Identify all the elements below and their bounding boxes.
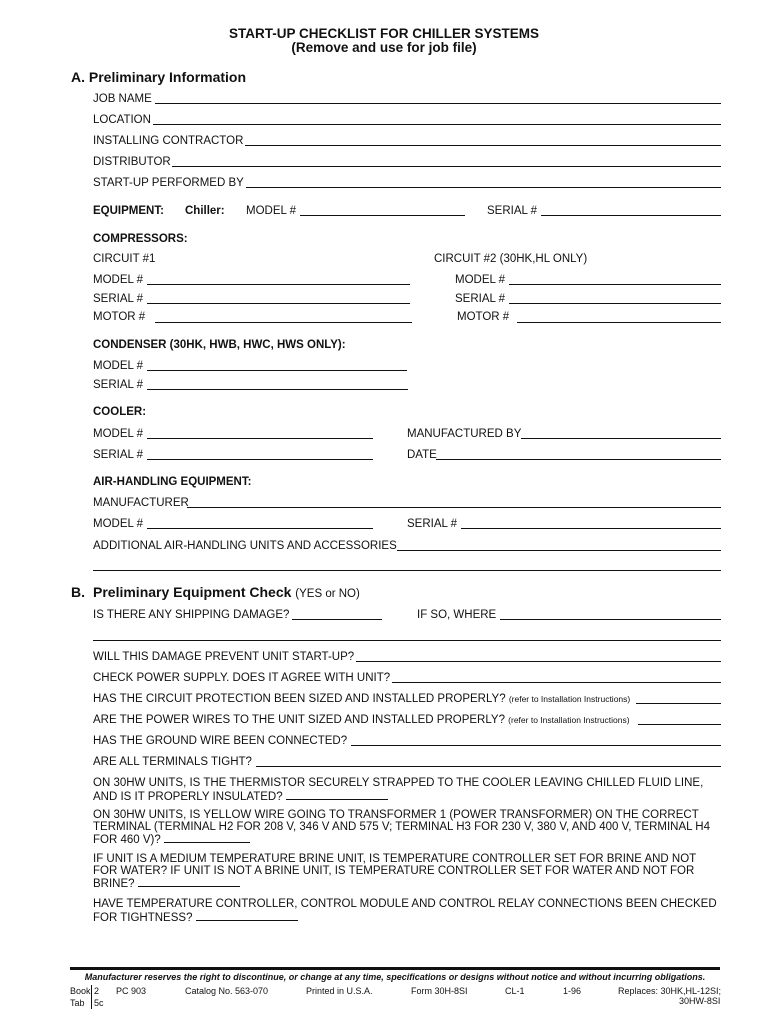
circuit2-label: CIRCUIT #2 (30HK,HL ONLY)	[434, 253, 588, 265]
condenser-model-label: MODEL #	[93, 360, 144, 372]
condenser-model-field[interactable]	[147, 370, 407, 371]
power-wires-field[interactable]	[638, 724, 721, 725]
footer-printed: Printed in U.S.A.	[306, 986, 373, 996]
condenser-serial-label: SERIAL #	[93, 379, 144, 391]
refer-note-1: (refer to Installation Instructions)	[508, 694, 631, 704]
cooler-manufactured-by-label: MANUFACTURED BY	[407, 428, 522, 440]
footer-replaces-2: 30HW-8SI	[679, 996, 721, 1006]
section-b-heading	[93, 584, 360, 602]
q-power-wires-text: ARE THE POWER WIRES TO THE UNIT SIZED AND INSTALLED PROPERLY?	[93, 714, 505, 726]
q-if-so-where: IF SO, WHERE	[417, 609, 497, 621]
chiller-model-label: MODEL #	[246, 205, 297, 217]
section-a-heading: A. Preliminary Information	[71, 69, 247, 85]
footer-form: Form 30H-8SI	[411, 986, 468, 996]
circuit1-serial-label: SERIAL #	[93, 293, 144, 305]
q-connections	[93, 899, 721, 924]
shipping-damage-field[interactable]	[292, 619, 382, 620]
ahu-serial-field[interactable]	[461, 528, 721, 529]
terminals-tight-field[interactable]	[256, 766, 721, 767]
footer-pc: PC 903	[116, 986, 147, 996]
circuit2-model-field[interactable]	[509, 284, 721, 285]
circuit1-motor-field[interactable]	[155, 322, 412, 323]
job-name-label: JOB NAME	[93, 93, 152, 105]
yellow-wire-field[interactable]	[164, 833, 250, 843]
if-so-where-field[interactable]	[500, 619, 721, 620]
ground-wire-field[interactable]	[351, 745, 721, 746]
q-thermistor	[93, 778, 721, 803]
q-brine-text: IF UNIT IS A MEDIUM TEMPERATURE BRINE UNIT, IS TEMPERATURE CONTROLLER SET FOR BRINE AND NOT FOR WATER? IF UNIT IS NOT A BRINE UNIT, IS TEMPERATURE CONTROLLER SET FOR WATER AND NOT FOR BRINE?	[93, 853, 696, 890]
section-b-heading-text: Preliminary Equipment Check	[93, 584, 292, 600]
location-label: LOCATION	[93, 114, 151, 126]
startup-performed-by-field[interactable]	[246, 187, 721, 188]
tab-value: 5c	[94, 998, 104, 1008]
cooler-serial-field[interactable]	[147, 459, 373, 460]
condenser-serial-field[interactable]	[147, 389, 408, 390]
brine-field[interactable]	[138, 877, 240, 887]
tab-label: Tab	[70, 998, 85, 1008]
if-so-where-field-2[interactable]	[93, 640, 721, 641]
page-title: START-UP CHECKLIST FOR CHILLER SYSTEMS	[228, 26, 539, 41]
book-label: Book	[70, 986, 91, 996]
circuit2-serial-label: SERIAL #	[455, 293, 506, 305]
cooler-date-field[interactable]	[436, 459, 721, 460]
refer-note-2: (refer to Installation Instructions)	[508, 715, 630, 725]
footer-page: CL-1	[505, 986, 525, 996]
cooler-date-label: DATE	[407, 449, 437, 461]
additional-units-field-2[interactable]	[93, 570, 721, 571]
job-name-field[interactable]	[155, 103, 721, 104]
circuit2-motor-field[interactable]	[517, 322, 721, 323]
q-yellow-wire-text: ON 30HW UNITS, IS YELLOW WIRE GOING TO TRANSFORMER 1 (POWER TRANSFORMER) ON THE CORRECT TERMINAL (TERMINAL H2 FOR 208 V, 346 V AND 575 V; TERMINAL H3 FOR 230 V, 380 V, AND 400 V, TERMINAL H4 FOR 460 V)?	[93, 809, 710, 846]
circuit2-serial-field[interactable]	[509, 303, 721, 304]
chiller-serial-label: SERIAL #	[487, 205, 538, 217]
installing-contractor-label: INSTALLING CONTRACTOR	[93, 135, 244, 147]
power-supply-field[interactable]	[392, 682, 721, 683]
book-value: 2	[94, 986, 100, 996]
cooler-model-label: MODEL #	[93, 428, 144, 440]
condenser-label: CONDENSER (30HK, HWB, HWC, HWS ONLY):	[93, 339, 346, 351]
q-connections-text: HAVE TEMPERATURE CONTROLLER, CONTROL MODULE AND CONTROL RELAY CONNECTIONS BEEN CHECKED FOR TIGHTNESS?	[93, 898, 717, 924]
cooler-manufactured-by-field[interactable]	[521, 438, 721, 439]
section-b-heading-note: (YES or NO)	[295, 588, 360, 600]
circuit-protection-field[interactable]	[636, 703, 721, 704]
distributor-label: DISTRIBUTOR	[93, 156, 171, 168]
circuit1-serial-field[interactable]	[147, 303, 410, 304]
additional-units-field[interactable]	[397, 550, 721, 551]
connections-field[interactable]	[196, 911, 298, 921]
q-prevent-startup: WILL THIS DAMAGE PREVENT UNIT START-UP?	[93, 651, 355, 663]
q-thermistor-text: ON 30HW UNITS, IS THE THERMISTOR SECURELY STRAPPED TO THE COOLER LEAVING CHILLED FLUID LINE, AND IS IT PROPERLY INSULATED?	[93, 777, 704, 803]
ahu-serial-label: SERIAL #	[407, 518, 458, 530]
q-ground-wire: HAS THE GROUND WIRE BEEN CONNECTED?	[93, 735, 348, 747]
q-yellow-wire	[93, 810, 721, 847]
chiller-model-field[interactable]	[300, 215, 465, 216]
distributor-field[interactable]	[172, 166, 721, 167]
additional-units-label: ADDITIONAL AIR-HANDLING UNITS AND ACCESSORIES	[93, 540, 397, 552]
circuit1-model-label: MODEL #	[93, 274, 144, 286]
ahu-model-field[interactable]	[147, 528, 373, 529]
compressors-label: COMPRESSORS:	[93, 233, 188, 245]
chiller-serial-field[interactable]	[541, 215, 721, 216]
footer-date: 1-96	[563, 986, 582, 996]
circuit1-model-field[interactable]	[147, 284, 410, 285]
circuit2-motor-label: MOTOR #	[457, 311, 510, 323]
q-brine	[93, 854, 721, 891]
startup-performed-by-label: START-UP PERFORMED BY	[93, 177, 244, 189]
thermistor-field[interactable]	[286, 790, 388, 800]
installing-contractor-field[interactable]	[245, 145, 721, 146]
q-power-supply: CHECK POWER SUPPLY. DOES IT AGREE WITH UNIT?	[93, 672, 391, 684]
circuit1-label: CIRCUIT #1	[93, 253, 156, 265]
equipment-label: EQUIPMENT:	[93, 205, 164, 217]
footer-catalog: Catalog No. 563-070	[185, 986, 269, 996]
prevent-startup-field[interactable]	[356, 661, 721, 662]
footer-rule	[70, 967, 720, 970]
q-circuit-protection-text: HAS THE CIRCUIT PROTECTION BEEN SIZED AND INSTALLED PROPERLY?	[93, 693, 506, 705]
section-b-prefix: B.	[71, 584, 85, 600]
ahu-model-label: MODEL #	[93, 518, 144, 530]
circuit1-motor-label: MOTOR #	[93, 311, 146, 323]
q-terminals-tight: ARE ALL TERMINALS TIGHT?	[93, 756, 252, 768]
cooler-serial-label: SERIAL #	[93, 449, 144, 461]
q-shipping-damage: IS THERE ANY SHIPPING DAMAGE?	[93, 609, 290, 621]
q-power-wires	[93, 714, 630, 727]
footer-replaces-1: Replaces: 30HK,HL-12SI;	[618, 986, 722, 996]
air-handling-label: AIR-HANDLING EQUIPMENT:	[93, 476, 252, 488]
manufacturer-field[interactable]	[187, 507, 721, 508]
page-subtitle: (Remove and use for job file)	[291, 40, 477, 55]
footer-notice: Manufacturer reserves the right to discontinue, or change at any time, specifications or designs without notice and without incurring obligations.	[84, 972, 706, 982]
chiller-label: Chiller:	[185, 205, 225, 217]
q-circuit-protection	[93, 693, 630, 706]
circuit2-model-label: MODEL #	[455, 274, 506, 286]
location-field[interactable]	[153, 124, 721, 125]
cooler-model-field[interactable]	[147, 438, 373, 439]
cooler-label: COOLER:	[93, 406, 147, 418]
book-tab-divider	[91, 985, 92, 1009]
manufacturer-label: MANUFACTURER	[93, 497, 189, 509]
